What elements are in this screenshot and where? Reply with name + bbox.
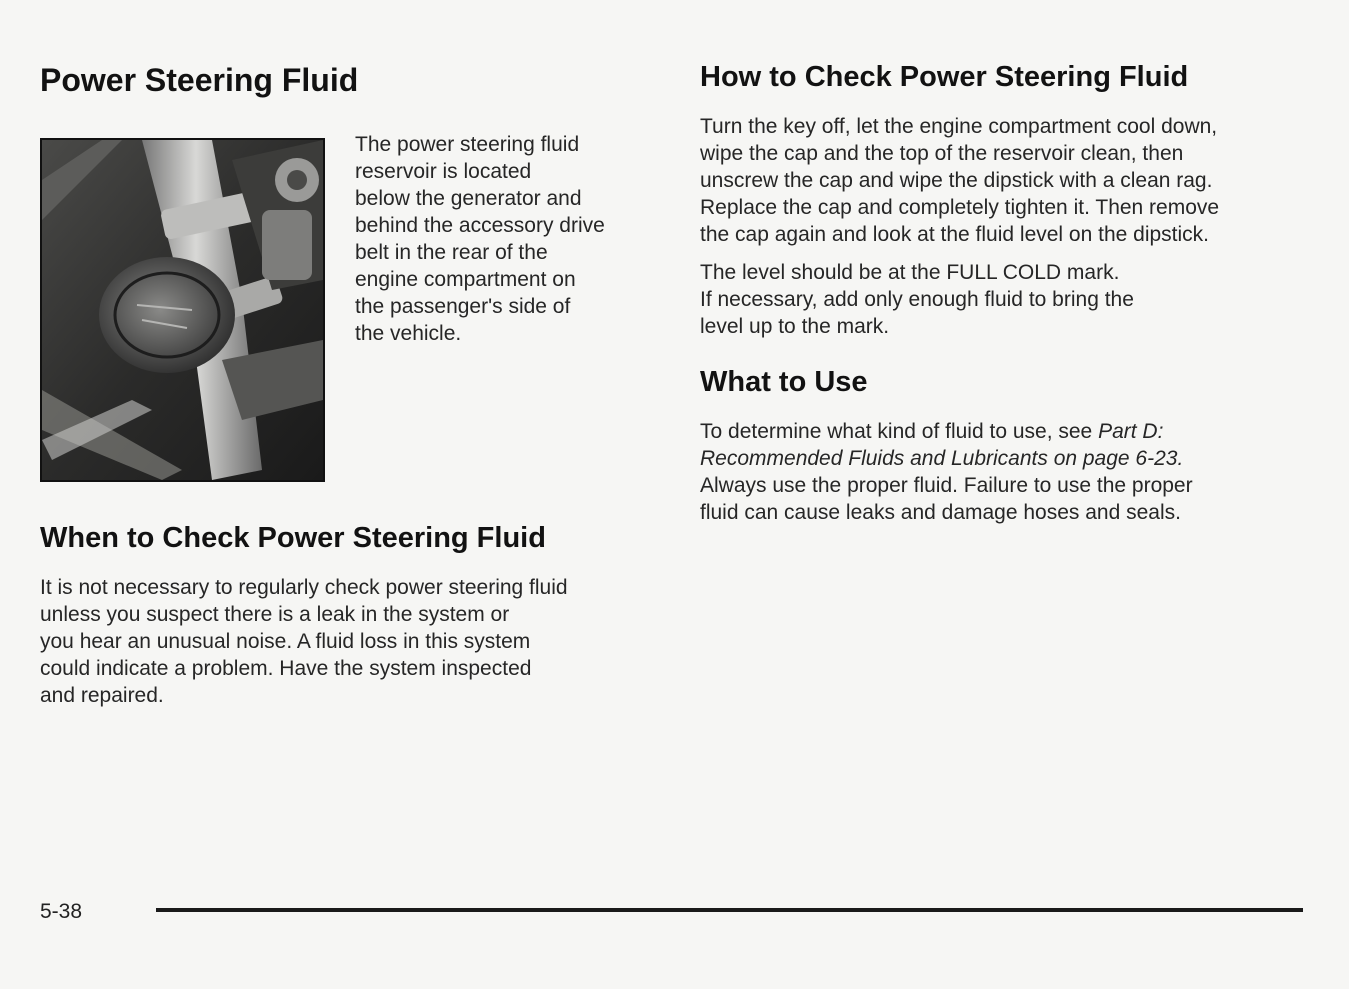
recommended-fluids-reference: Recommended Fluids and Lubricants on page 6-23. — [700, 447, 1184, 470]
footer-rule — [156, 908, 1303, 912]
reservoir-photo-illustration — [42, 140, 323, 480]
fluid-level-text: The level should be at the FULL COLD mark. If necessary, add only enough fluid to bring the level up to the mark. — [700, 261, 1134, 338]
what-to-use-heading: What to Use — [700, 366, 868, 398]
how-to-check-steps-text: Turn the key off, let the engine compartment cool down, wipe the cap and the top of the reservoir clean, then unscrew the cap and wipe the dipstick with a clean rag. Replace the cap and completely tighten it. Then remove the cap again and look at the fluid level on the dipstick. — [700, 115, 1220, 246]
reservoir-location-text: The power steering fluid reservoir is located below the generator and behind the accessory drive belt in the rear of the engine compartment on the passenger's side of the vehicle. — [355, 133, 605, 345]
what-to-use-text: To determine what kind of fluid to use, see Part D: Recommended Fluids and Lubricants on page 6-23. Always use the proper fluid. Failure to use the proper fluid can cause leaks and damage hoses and seals. — [700, 420, 1193, 524]
page-title: Power Steering Fluid — [40, 62, 359, 98]
when-to-check-heading: When to Check Power Steering Fluid — [40, 522, 546, 554]
engine-reservoir-photo — [40, 138, 325, 482]
page-number: 5-38 — [40, 900, 83, 923]
part-d-reference: Part D: — [1098, 420, 1164, 443]
how-to-check-heading: How to Check Power Steering Fluid — [700, 61, 1189, 93]
when-to-check-text: It is not necessary to regularly check power steering fluid unless you suspect there is a leak in the system or you hear an unusual noise. A fluid loss in this system could indicate a problem. Have the system inspected and repaired. — [40, 576, 568, 707]
